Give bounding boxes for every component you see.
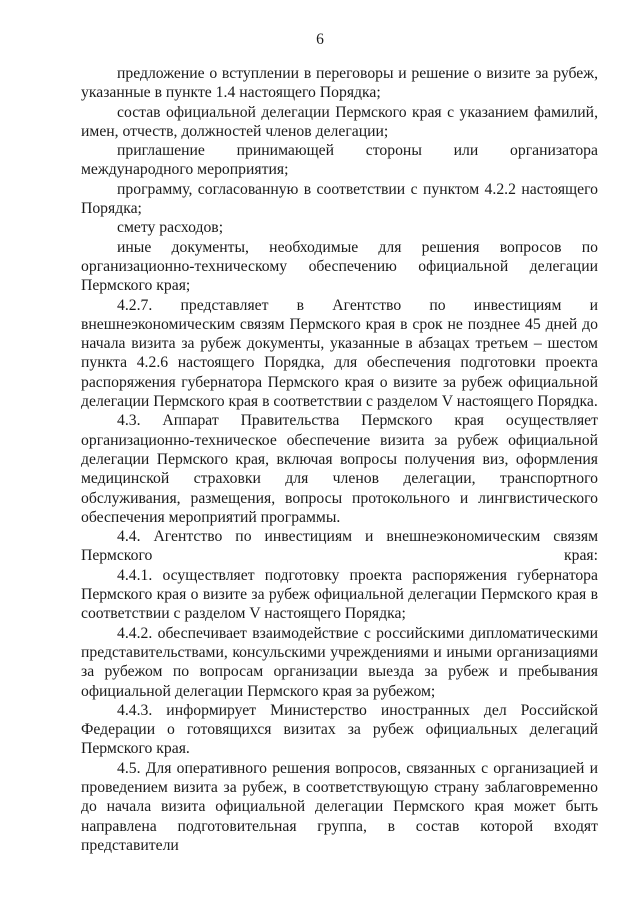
paragraph: состав официальной делегации Пермского края с указанием фамилий, имен, отчеств, должностей членов делегации; — [81, 103, 598, 140]
paragraph: 4.4. Агентство по инвестициям и внешнеэкономическим связям Пермского края: — [81, 528, 598, 565]
paragraph: приглашение принимающей стороны или организатора международного мероприятия; — [81, 142, 598, 179]
paragraph: 4.4.1. осуществляет подготовку проекта распоряжения губернатора Пермского края о визите за рубеж официальной делегации Пермского края в соответствии с разделом V настоящего Порядка; — [81, 566, 598, 623]
paragraph: 4.3. Аппарат Правительства Пермского края осуществляет организационно-техническое обеспечение визита за рубеж официальной делегации Пермского края, включая вопросы получения виз, оформления медицинской страховки для членов делегации, транспортного обслуживания, размещения, вопросы протокольного и лингвистического обеспечения мероприятий программы. — [81, 412, 598, 526]
paragraph: программу, согласованную в соответствии с пунктом 4.2.2 настоящего Порядка; — [81, 180, 598, 218]
paragraph: 4.4.2. обеспечивает взаимодействие с российскими дипломатическими представительствами, консульскими учреждениями и иными организациями за рубежом по вопросам организации выезда за рубеж и пребывания официальной делегации Пермского края за рубежом; — [81, 624, 598, 700]
paragraph: иные документы, необходимые для решения вопросов по организационно-техническому обеспечению официальной делегации Пермского края; — [81, 238, 598, 295]
paragraph: 4.2.7. представляет в Агентство по инвестициям и внешнеэкономическим связям Пермского края в срок не позднее 45 дней до начала визита за рубеж документы, указанные в абзацах третьем – шестом пункта 4.2.6 настоящего Порядка, для обеспечения подготовки проекта распоряжения губернатора Пермского края о визите за рубеж официальной делегации Пермского края в соответствии с разделом V настоящего Порядка. — [81, 296, 598, 411]
paragraph: 4.5. Для оперативного решения вопросов, связанных с организацией и проведением визита за рубеж, в соответствующую страну заблаговременно до начала визита официальной делегации Пермского края может быть направлена подготовительная группа, в состав которой входят представители — [81, 759, 598, 854]
paragraph: смету расходов; — [117, 219, 224, 237]
document-body — [81, 64, 598, 855]
paragraph: 4.4.3. информирует Министерство иностранных дел Российской Федерации о готовящихся визитах за рубеж официальных делегаций Пермского края. — [81, 701, 598, 758]
paragraph: предложение о вступлении в переговоры и решение о визите за рубеж, указанные в пункте 1.4 настоящего Порядка; — [81, 65, 598, 102]
page-number: 6 — [316, 31, 324, 48]
